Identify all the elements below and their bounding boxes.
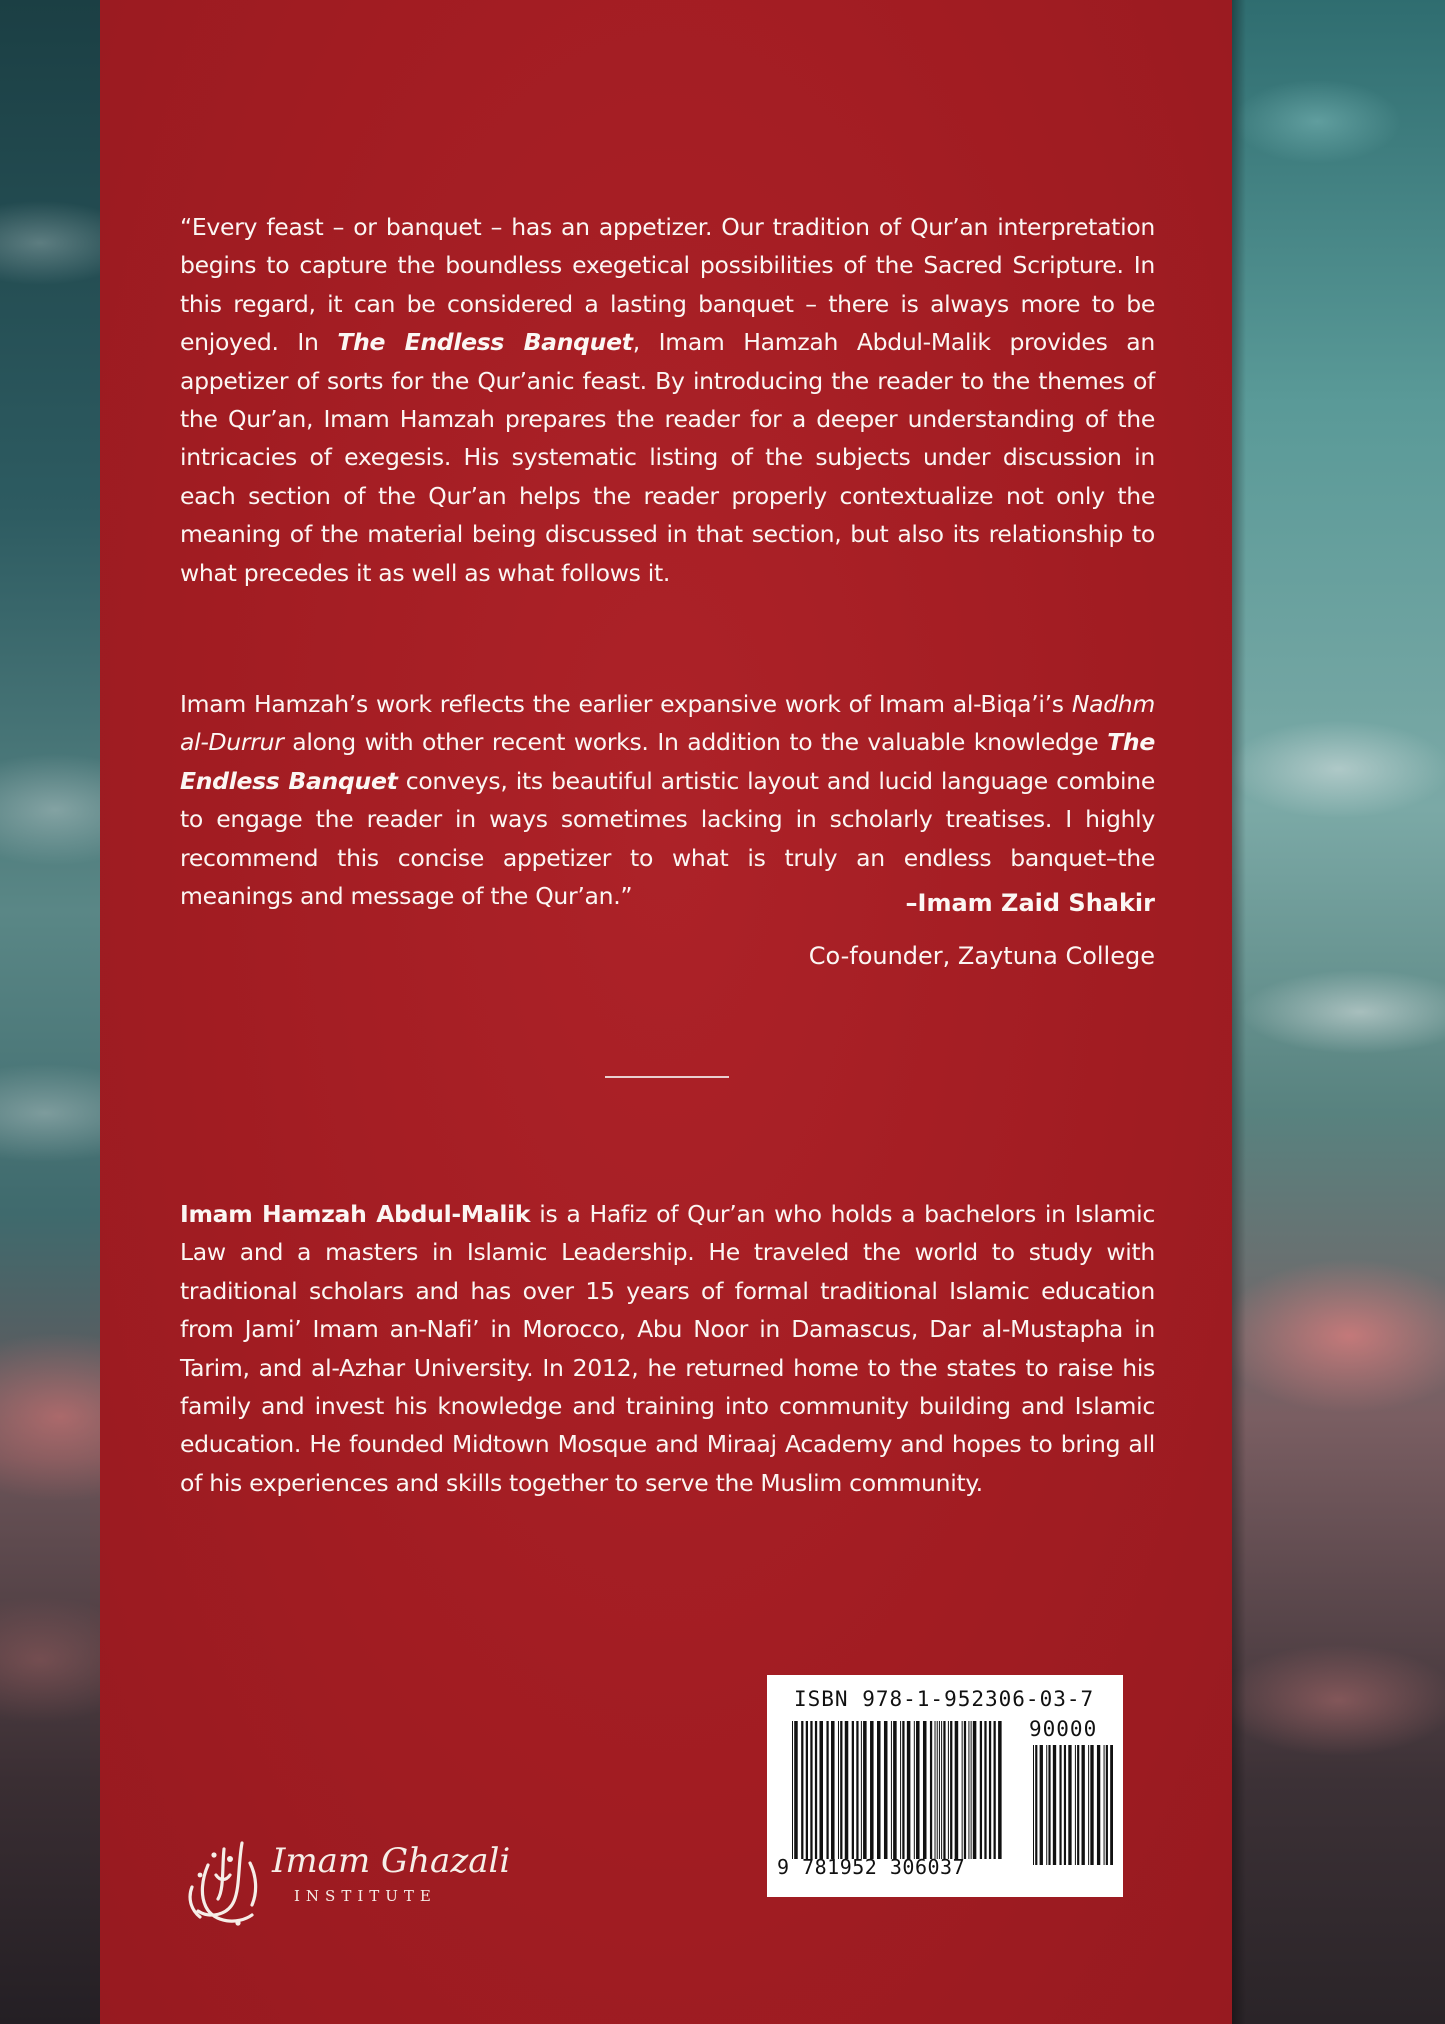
text-run: Imam Hamzah’s work reflects the earlier expansive work of Imam al-Biqa’i’s	[180, 690, 1072, 718]
barcode-bar	[948, 1721, 949, 1859]
barcode-bar	[916, 1721, 920, 1859]
barcode-bar	[930, 1721, 932, 1859]
barcode-bar	[1088, 1745, 1089, 1865]
barcode-bar	[877, 1721, 881, 1859]
barcode-bar	[935, 1721, 936, 1859]
publisher-subtitle: INSTITUTE	[294, 1887, 437, 1905]
barcode-bar	[1106, 1745, 1108, 1865]
barcode-bar	[852, 1721, 854, 1859]
barcode-bar	[937, 1721, 938, 1859]
barcode-bar	[1068, 1745, 1071, 1865]
quote-paragraph-2-text	[180, 685, 1155, 915]
barcode-bar	[900, 1721, 901, 1859]
text-run: , Imam Hamzah Abdul-Malik provides an appetizer of sorts for the Qur’anic feast. By introducing the reader to the themes of the Qur’an, Imam Hamzah prepares the reader for a deeper understanding of the intricacies of exegesis. His systematic listing of the subjects under discussion in each section of the Qur’an helps the reader properly contextualize not only the meaning of the material being discussed in that section, but also its relationship to what precedes it as well as what follows it.	[180, 328, 1155, 587]
barcode-bar	[984, 1721, 986, 1859]
quote-paragraph-1-text	[180, 208, 1155, 592]
barcode-bar	[943, 1721, 945, 1859]
barcode-bar	[998, 1721, 1002, 1859]
barcode-bar	[884, 1721, 888, 1859]
barcode-bar	[1104, 1745, 1105, 1865]
barcode-bar	[815, 1721, 817, 1859]
barcode-bar	[1040, 1745, 1043, 1865]
text-run: conveys, its beautiful artistic layout and lucid language combine to engage the reader in ways sometimes lacking in scholarly treatises. I highly recommend this concise appetizer to what is truly an endless banquet–the meanings and message of the Qur’an.”	[180, 766, 1156, 911]
barcode-bar	[845, 1721, 849, 1859]
barcode-bar	[950, 1721, 952, 1859]
barcode-bar	[831, 1721, 835, 1859]
section-divider	[605, 1076, 729, 1078]
quote-paragraph-2	[180, 685, 1155, 915]
barcode-bar	[1059, 1745, 1061, 1865]
barcode-bar	[989, 1721, 991, 1859]
barcode-bar	[941, 1721, 942, 1859]
text-run: is a Hafiz of Qur’an who holds a bachelors in Islamic Law and a masters in Islamic Leadership. He traveled the world to study with traditional scholars and has over 15 years of formal traditional Islamic education from Jami’ Imam an-Nafi’ in Morocco, Abu Noor in Damascus, Dar al-Mustapha in Tarim, and al-Azhar University. In 2012, he returned home to the states to raise his family and invest his knowledge and training into community building and Islamic education. He founded Midtown Mosque and Miraaj Academy and hopes to bring all of his experiences and skills together to serve the Muslim community.	[180, 1200, 1155, 1497]
barcode-bar	[840, 1721, 842, 1859]
barcode-bar	[1053, 1745, 1056, 1865]
publisher-name: Imam Ghazali	[272, 1841, 511, 1881]
barcode-bar	[955, 1721, 959, 1859]
barcode-bar	[819, 1721, 823, 1859]
barcode-bar	[994, 1721, 996, 1859]
price-code: 90000	[1029, 1717, 1098, 1741]
barcode-bar	[914, 1721, 915, 1859]
text-run: Nadhm al-Durrur	[180, 690, 1155, 757]
sky-background-left	[0, 0, 100, 2024]
text-run: along with other recent works. In addition to the valuable knowledge	[283, 728, 1108, 757]
quote-attribution-role: Co-founder, Zaytuna College	[808, 942, 1155, 970]
barcode-bar	[971, 1721, 972, 1859]
barcode-bar	[794, 1721, 798, 1859]
barcode-bar	[801, 1721, 803, 1859]
quote-paragraph-1	[180, 208, 1155, 592]
barcode-bar	[923, 1721, 927, 1859]
barcode-bar	[1048, 1745, 1050, 1865]
barcode-bar	[838, 1721, 839, 1859]
barcode-bar	[891, 1721, 892, 1859]
text-run: The Endless Banquet	[337, 328, 633, 357]
text-run: Imam Hamzah Abdul-Malik	[180, 1200, 531, 1228]
barcode-bar	[902, 1721, 904, 1859]
barcode-bar	[1077, 1745, 1079, 1865]
barcode-bar	[861, 1721, 862, 1859]
barcode-bar	[1075, 1745, 1076, 1865]
text-run: “Every feast – or banquet – has an appetizer. Our tradition of Qur’an interpretation begins to capture the boundless exegetical possibilities of the Sacred Scripture. In this regard, it can be considered a lasting banquet – there is always more to be enjoyed. In	[180, 213, 1155, 357]
barcode-bar	[973, 1721, 977, 1859]
barcode-bar	[826, 1721, 828, 1859]
quote-attribution-name: –Imam Zaid Shakir	[905, 889, 1155, 917]
barcode-bar	[893, 1721, 897, 1859]
isbn-label: ISBN 978-1-952306-03-7	[794, 1687, 1095, 1711]
author-bio	[180, 1195, 1155, 1502]
barcode-bar	[1110, 1745, 1113, 1865]
barcode-bar	[1082, 1745, 1085, 1865]
ean-barcode-bars	[792, 1721, 1004, 1859]
cover-edge-shadow	[1232, 0, 1246, 2024]
barcode-bar	[907, 1721, 911, 1859]
barcode-bar	[939, 1721, 940, 1859]
barcode-bar	[792, 1721, 793, 1859]
barcode-bar	[856, 1721, 858, 1859]
barcode-bar	[964, 1721, 966, 1859]
arabic-calligraphy-logo-icon	[180, 1835, 268, 1931]
barcode-bar	[962, 1721, 963, 1859]
barcode-bar	[810, 1721, 812, 1859]
sky-background-right	[1232, 0, 1445, 2024]
barcode-bar	[1097, 1745, 1100, 1865]
barcode-bar	[870, 1721, 874, 1859]
publisher-logo	[180, 1835, 510, 1935]
barcode-bar	[1035, 1745, 1037, 1865]
text-run: The Endless Banquet	[180, 728, 1155, 795]
barcode-bar	[980, 1721, 982, 1859]
barcode-bar	[863, 1721, 867, 1859]
barcode-bar	[1033, 1745, 1034, 1865]
ean-digits: 9 781952 306037	[777, 1855, 966, 1879]
barcode-bar	[1064, 1745, 1066, 1865]
author-bio-text	[180, 1195, 1155, 1502]
addon-barcode-bars	[1033, 1745, 1113, 1865]
barcode-bar	[806, 1721, 808, 1859]
barcode-bar	[968, 1721, 969, 1859]
barcode-bar	[1090, 1745, 1093, 1865]
isbn-barcode	[767, 1675, 1123, 1897]
barcode-bar	[1046, 1745, 1047, 1865]
